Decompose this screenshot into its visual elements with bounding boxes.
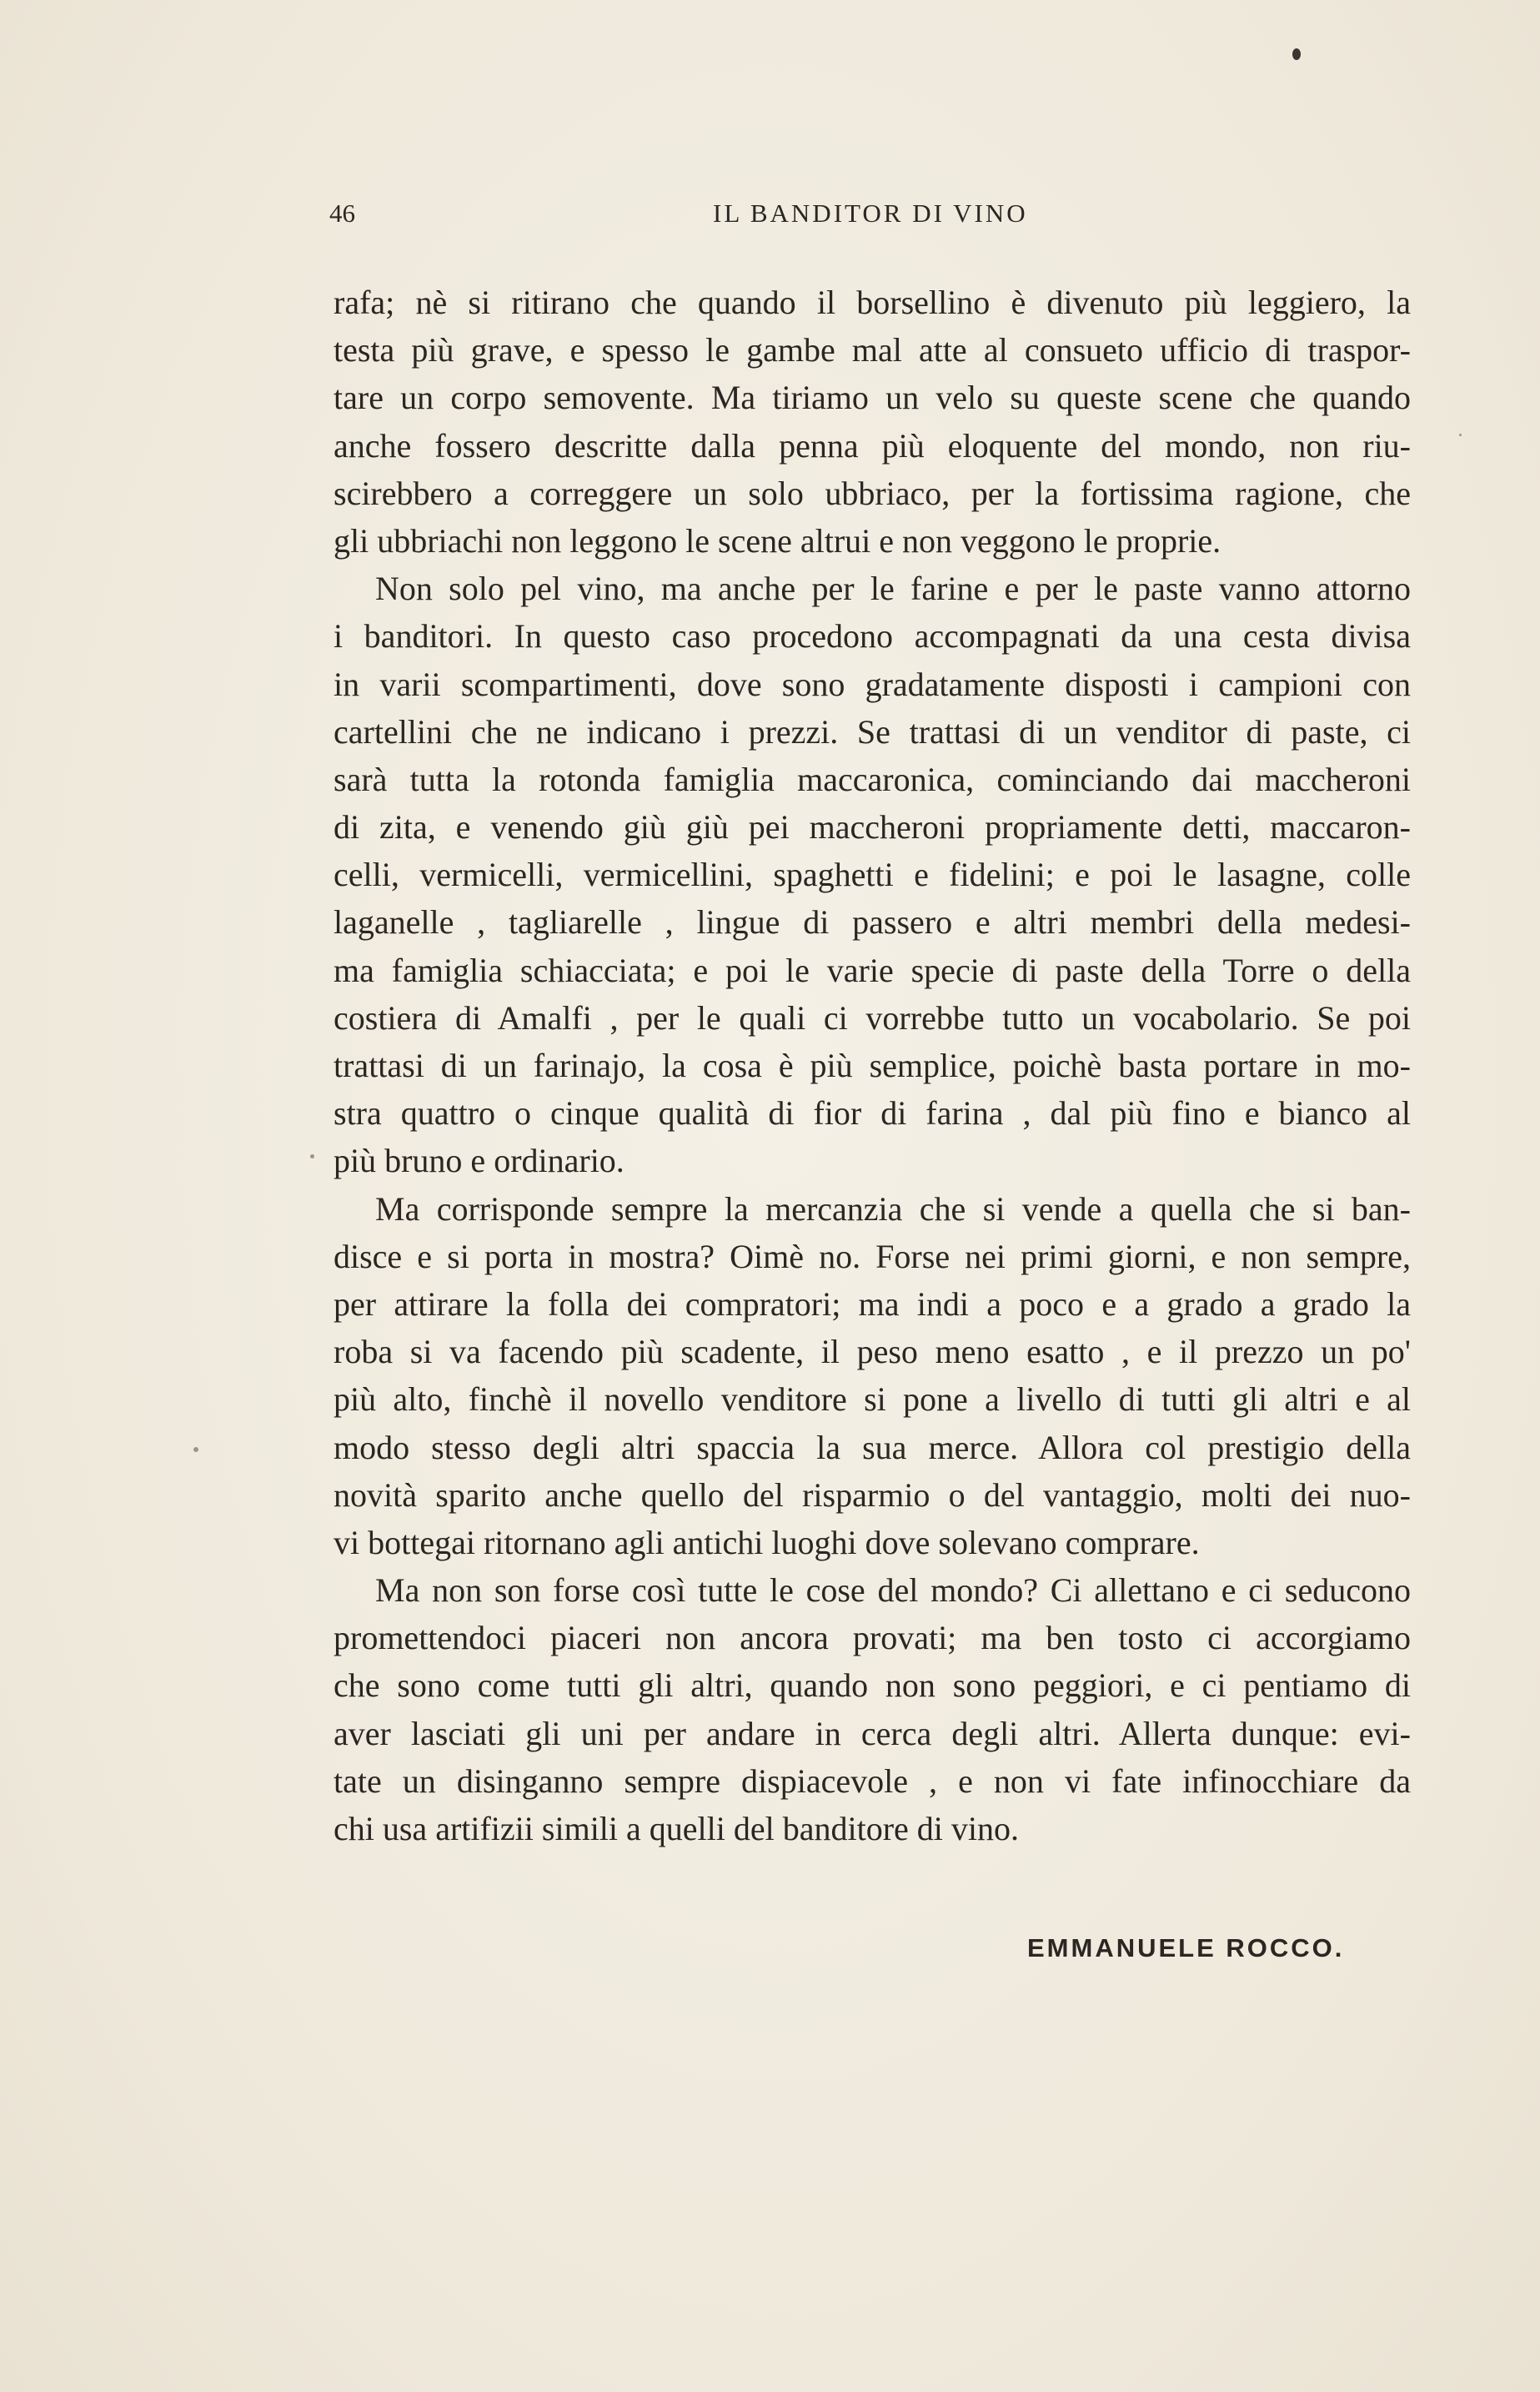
text-line: anche fossero descritte dalla penna più eloquente del mondo, non riu- [334,426,1411,465]
body-text [334,279,1411,1852]
text-line: ma famiglia schiacciata; e poi le varie specie di paste della Torre o della [334,951,1411,989]
paragraph-start: Ma corrisponde sempre la mercanzia che si vende a quella che si ban- [375,1189,1411,1228]
paragraph-start: Non solo pel vino, ma anche per le farine e per le paste vanno attorno [375,570,1411,608]
text-line: di zita, e venendo giù giù pei maccheroni propriamente detti, maccaron- [334,808,1411,847]
text-line: novità sparito anche quello del risparmio o del vantaggio, molti dei nuo- [334,1475,1411,1514]
text-line: i banditori. In questo caso procedono accompagnati da una cesta divisa [334,617,1411,656]
text-line: laganelle , tagliarelle , lingue di passero e altri membri della medesi- [334,903,1411,942]
running-title: IL BANDITOR DI VINO [713,198,1028,228]
ink-dot [1292,48,1301,60]
text-line: aver lasciati gli uni per andare in cerca degli altri. Allerta dunque: evi- [334,1714,1411,1752]
author-signature: EMMANUELE ROCCO. [1027,1933,1345,1962]
text-line: modo stesso degli altri spaccia la sua merce. Allora col prestigio della [334,1428,1411,1466]
text-line: testa più grave, e spesso le gambe mal atte al consueto ufficio di traspor- [334,331,1411,369]
text-line: tare un corpo semovente. Ma tiriamo un velo su queste scene che quando [334,379,1411,417]
text-line: più bruno e ordinario. [334,1142,625,1180]
text-line: vi bottegai ritornano agli antichi luoghi dove solevano comprare. [334,1523,1200,1561]
paper-speck [193,1447,198,1452]
text-line: che sono come tutti gli altri, quando non sono peggiori, e ci pentiamo di [334,1666,1411,1705]
text-line: sarà tutta la rotonda famiglia maccaronica, cominciando dai maccheroni [334,760,1411,798]
text-line: tate un disinganno sempre dispiacevole , e non vi fate infinocchiare da [334,1761,1411,1800]
page-number: 46 [329,198,355,228]
text-line: promettendoci piaceri non ancora provati; ma ben tosto ci accorgiamo [334,1619,1411,1657]
text-line: costiera di Amalfi , per le quali ci vorrebbe tutto un vocabolario. Se poi [334,998,1411,1037]
text-line: cartellini che ne indicano i prezzi. Se trattasi di un venditor di paste, ci [334,712,1411,751]
text-line: rafa; nè si ritirano che quando il borsellino è divenuto più leggiero, la [334,284,1411,321]
text-line: trattasi di un farinajo, la cosa è più semplice, poichè basta portare in mo- [334,1047,1411,1084]
text-line: roba si va facendo più scadente, il peso meno esatto , e il prezzo un po' [334,1333,1411,1371]
text-line: scirebbero a correggere un solo ubbriaco, per la fortissima ragione, che [334,474,1411,512]
text-line: in varii scompartimenti, dove sono gradatamente disposti i campioni con [334,665,1411,703]
text-line: per attirare la folla dei compratori; ma indi a poco e a grado a grado la [334,1284,1411,1323]
text-line: più alto, finchè il novello venditore si pone a livello di tutti gli altri e al [334,1380,1411,1419]
paper-speck [1459,434,1462,436]
text-line: gli ubbriachi non leggono le scene altrui e non veggono le proprie. [334,521,1221,560]
paper-speck [310,1154,314,1158]
text-line: chi usa artifizii simili a quelli del banditore di vino. [334,1810,1020,1847]
text-line: stra quattro o cinque qualità di fior di farina , dal più fino e bianco al [334,1094,1411,1133]
running-head [329,198,1413,240]
paragraph-start: Ma non son forse così tutte le cose del mondo? Ci allettano e ci seducono [375,1571,1411,1610]
text-line: celli, vermicelli, vermicellini, spaghetti e fidelini; e poi le lasagne, colle [334,856,1411,894]
text-line: disce e si porta in mostra? Oimè no. Forse nei primi giorni, e non sempre, [334,1237,1411,1275]
